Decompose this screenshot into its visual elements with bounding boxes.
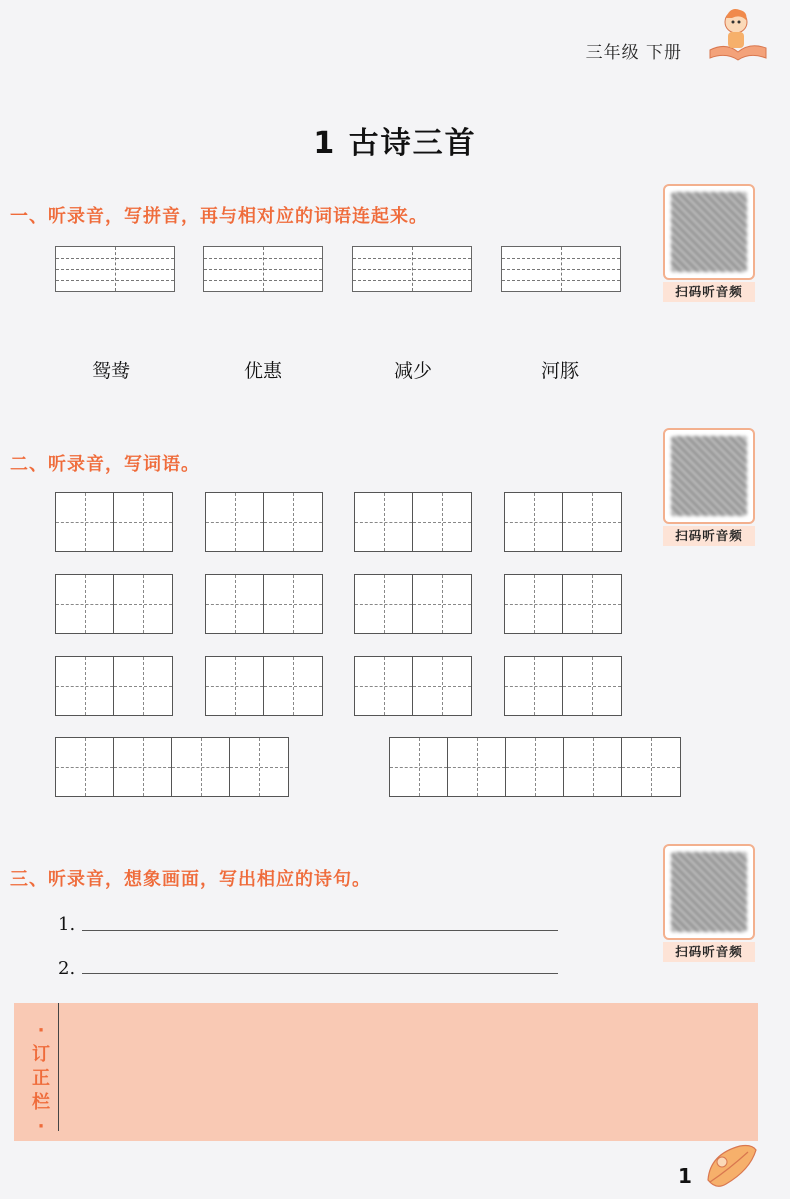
mascot-reading-icon	[706, 2, 770, 64]
answer-number-2: 2.	[58, 958, 76, 979]
word-1: 鸳鸯	[92, 360, 131, 382]
section-1-heading: 一、听录音，写拼音，再与相对应的词语连起来。	[10, 206, 428, 227]
word-grid-14[interactable]	[389, 737, 681, 797]
correction-area[interactable]	[14, 1003, 758, 1141]
qr-code-3-label: 扫码听音频	[663, 942, 755, 962]
section-2-heading: 二、听录音，写词语。	[10, 454, 200, 475]
word-2: 优惠	[244, 360, 283, 382]
pinyin-box-1[interactable]	[55, 246, 175, 292]
qr-code-1-frame	[663, 184, 755, 280]
page-number: 1	[678, 1164, 692, 1188]
pinyin-box-3[interactable]	[352, 246, 472, 292]
answer-line-1[interactable]	[82, 930, 558, 931]
section-3-heading: 三、听录音，想象画面，写出相应的诗句。	[10, 869, 371, 890]
word-grid-4[interactable]	[504, 492, 622, 552]
leaf-mascot-icon	[700, 1140, 760, 1192]
qr-code-2-frame	[663, 428, 755, 524]
qr-code-2[interactable]	[663, 428, 755, 546]
correction-label: ·订正栏·	[32, 1020, 50, 1137]
word-grid-6[interactable]	[205, 574, 323, 634]
qr-code-icon	[671, 436, 747, 516]
word-grid-1[interactable]	[55, 492, 173, 552]
word-grid-10[interactable]	[205, 656, 323, 716]
grade-label: 三年级 下册	[585, 43, 682, 63]
word-grid-12[interactable]	[504, 656, 622, 716]
word-grid-2[interactable]	[205, 492, 323, 552]
qr-code-3-frame	[663, 844, 755, 940]
word-grid-9[interactable]	[55, 656, 173, 716]
word-grid-3[interactable]	[354, 492, 472, 552]
word-grid-13[interactable]	[55, 737, 289, 797]
word-grid-8[interactable]	[504, 574, 622, 634]
qr-code-1-label: 扫码听音频	[663, 282, 755, 302]
page-title: 1 古诗三首	[313, 126, 477, 161]
pinyin-box-4[interactable]	[501, 246, 621, 292]
qr-code-icon	[671, 192, 747, 272]
word-4: 河豚	[541, 360, 580, 382]
word-grid-7[interactable]	[354, 574, 472, 634]
word-grid-5[interactable]	[55, 574, 173, 634]
word-grid-11[interactable]	[354, 656, 472, 716]
correction-divider	[58, 1003, 59, 1131]
pinyin-box-2[interactable]	[203, 246, 323, 292]
word-3: 减少	[394, 360, 433, 382]
answer-number-1: 1.	[58, 914, 76, 935]
qr-code-icon	[671, 852, 747, 932]
qr-code-2-label: 扫码听音频	[663, 526, 755, 546]
qr-code-1[interactable]	[663, 184, 755, 302]
answer-line-2[interactable]	[82, 973, 558, 974]
qr-code-3[interactable]	[663, 844, 755, 962]
